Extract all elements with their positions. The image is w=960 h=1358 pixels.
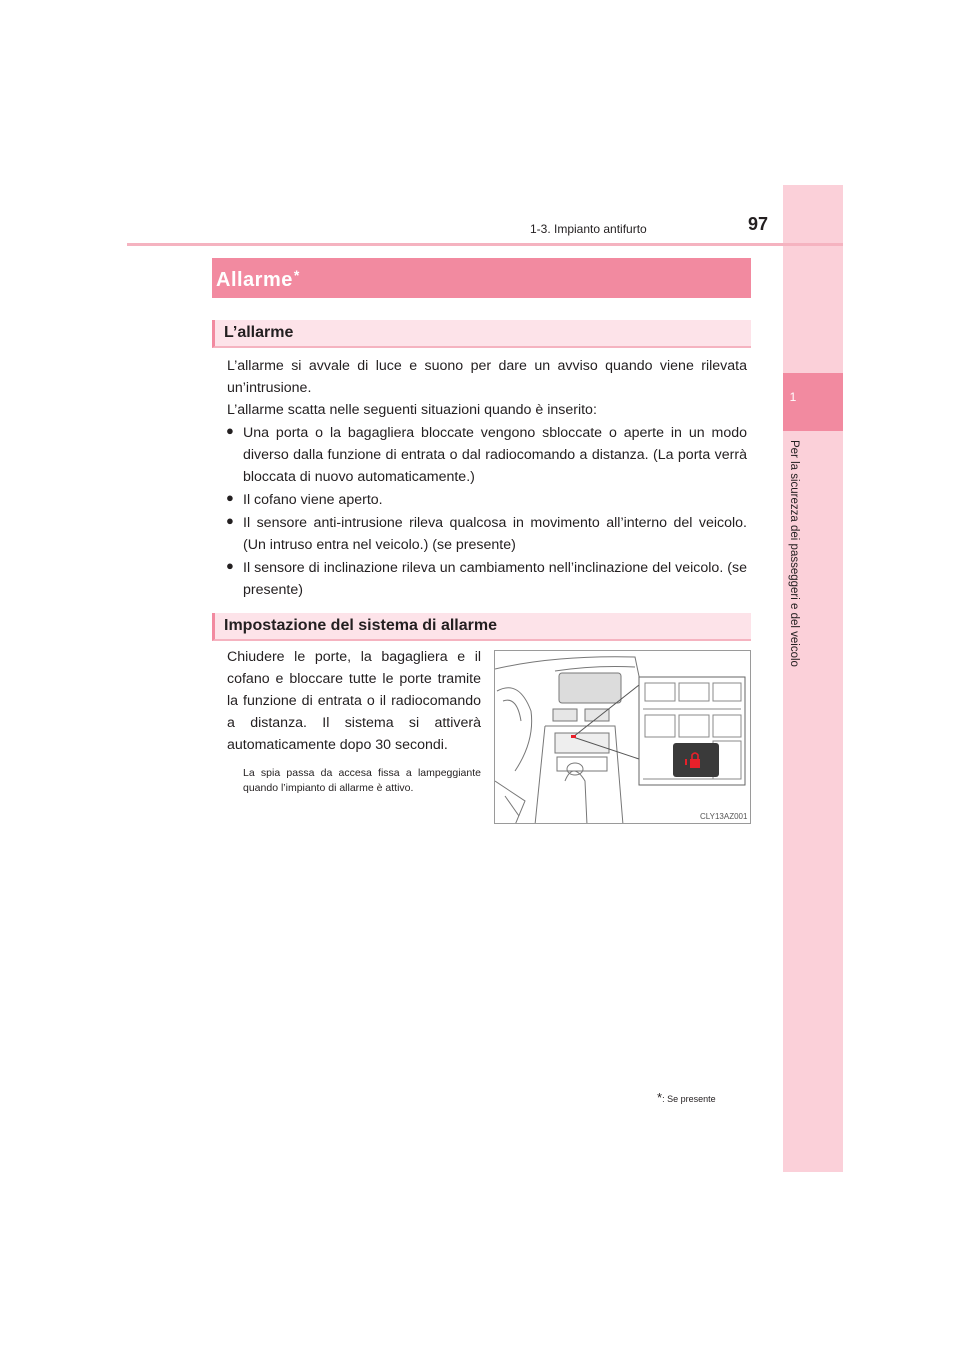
footnote [657, 1090, 716, 1105]
list-item: Il sensore anti-intrusione rileva qualcosa in movimento all’interno del veicolo. (Un intruso entra nel veicolo.) (se presente) [243, 515, 747, 553]
subsection-title: L’allarme [224, 324, 294, 341]
section-reference: 1-3. Impianto antifurto [530, 222, 647, 236]
footnote-text: : Se presente [662, 1094, 716, 1104]
list-item: Il cofano viene aperto. [243, 492, 383, 508]
bullet-icon: ● [226, 490, 234, 505]
setup-paragraph: Chiudere le porte, la bagagliera e il cofano e bloccare tutte le porte tramite la funzione di entrata o il radiocomando a distanza. Il sistema si attiverà automaticamente dopo 30 secondi. [227, 649, 481, 753]
list-item: Il sensore di inclinazione rileva un cambiamento nell’inclinazione del veicolo. (se presente) [243, 560, 747, 598]
bullet-icon: ● [226, 423, 234, 438]
bullet-icon: ● [226, 558, 234, 573]
figure-code: CLY13AZ001 [700, 812, 748, 821]
dashboard-illustration [494, 650, 751, 824]
dashboard-drawing [495, 651, 751, 824]
chapter-title: Per la sicurezza dei passeggeri e del veicolo [788, 440, 800, 667]
chapter-number: 1 [789, 390, 797, 404]
optional-marker: * [293, 267, 300, 283]
note-text: La spia passa da accesa fissa a lampeggiante quando l’impianto di allarme è attivo. [243, 767, 481, 794]
subsection-title: Impostazione del sistema di allarme [224, 617, 497, 634]
section-title: Allarme* [216, 267, 300, 291]
bullet-icon: ● [226, 513, 234, 528]
page-number: 97 [748, 214, 769, 234]
intro-paragraph: L’allarme si avvale di luce e suono per dare un avviso quando viene rilevata un’intrusione. [227, 358, 747, 396]
lead-paragraph: L’allarme scatta nelle seguenti situazioni quando è inserito: [227, 402, 597, 418]
asterisk-icon: * [657, 1090, 663, 1105]
header-rule [127, 243, 843, 246]
list-item: Una porta o la bagagliera bloccate vengono sbloccate o aperte in un modo diverso dalla funzione di entrata o dal radiocomando a distanza. (La porta verrà bloccata di nuovo automaticamente.) [243, 425, 747, 485]
